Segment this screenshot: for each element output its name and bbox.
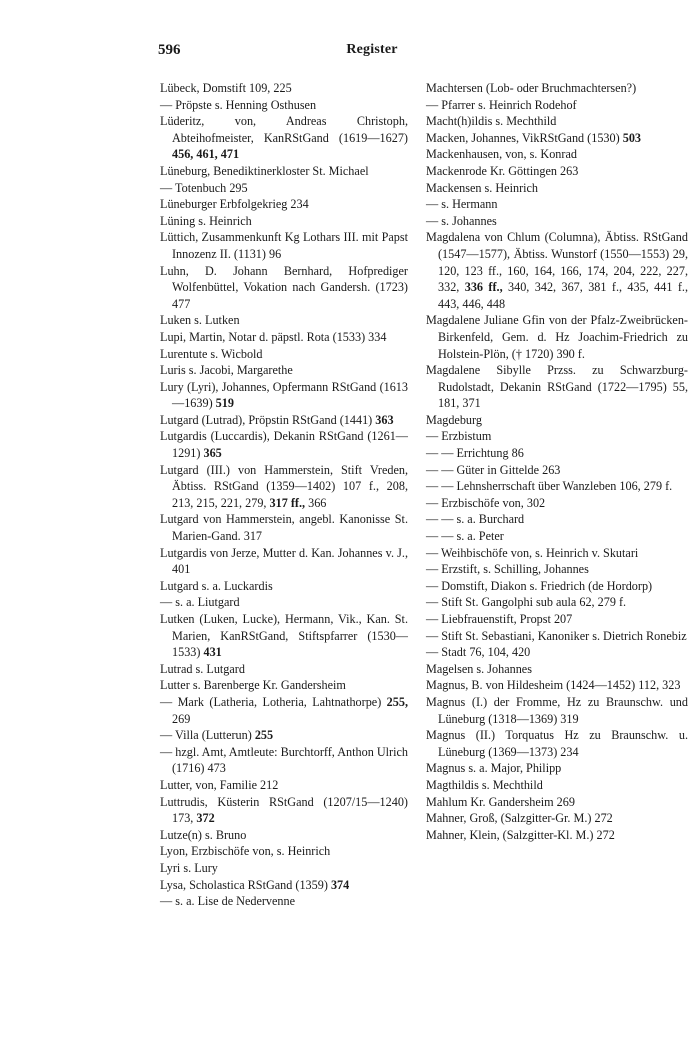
- index-entry-text: — Erzbischöfe von, 302: [426, 495, 546, 510]
- index-entry: [160, 677, 408, 694]
- index-entry-text: Lutgardis (Luccardis), Dekanin RStGand (1261—1291): [160, 429, 408, 461]
- index-entry-text: Lüneburger Erbfolgekrieg 234: [160, 197, 309, 212]
- index-entry: [426, 661, 688, 678]
- index-entry: [160, 213, 408, 230]
- index-entry: [160, 97, 408, 114]
- index-entry-text: — Pröpste s. Henning Osthusen: [160, 97, 317, 112]
- index-entry: [160, 777, 408, 794]
- index-entry: [426, 130, 688, 147]
- index-entry: [160, 744, 408, 777]
- index-entry-main-reference: 363: [375, 412, 394, 427]
- index-entry-text: Lupi, Martin, Notar d. päpstl. Rota (1533) 334: [160, 329, 387, 344]
- index-entry-text: — Mark (Latheria, Lotheria, Lahtnathorpe): [160, 694, 387, 709]
- index-entry-text: — Liebfrauenstift, Propst 207: [426, 612, 573, 626]
- index-entry: [426, 727, 688, 760]
- index-entry-text: — — Lehnsherrschaft über Wanzleben 106, 279 f.: [426, 479, 673, 494]
- index-entry-text: — — s. a. Burchard: [426, 512, 525, 527]
- index-entry-text: Lury (Lyri), Johannes, Opfermann RStGand (1613—1639): [160, 379, 408, 411]
- index-entry-text: Lutrad s. Lutgard: [160, 661, 245, 676]
- index-entry: [426, 677, 688, 694]
- index-entry-text: Lysa, Scholastica RStGand (1359): [160, 877, 331, 892]
- index-entry-text: — — Güter in Gittelde 263: [426, 462, 561, 477]
- index-entry-text: Lüning s. Heinrich: [160, 213, 252, 228]
- index-entry: [426, 511, 688, 528]
- index-entry-text: — s. a. Liutgard: [160, 595, 240, 610]
- index-entry-text: — Erzbistum: [426, 429, 492, 444]
- index-entry: [426, 428, 688, 445]
- index-entry-text: Machtersen (Lob- oder Bruchmachtersen?): [426, 81, 637, 95]
- index-entry: [426, 561, 688, 578]
- index-entry-text: — hzgl. Amt, Amtleute: Burchtorff, Anthon Ulrich (1716) 473: [160, 744, 408, 776]
- index-entry-main-reference: 503: [622, 130, 642, 145]
- index-entry-main-reference: 365: [203, 446, 222, 461]
- index-entry: [426, 97, 688, 114]
- index-entry-text: Magthildis s. Mechthild: [426, 777, 543, 792]
- index-entry-text: Lutgard (Lutrad), Pröpstin RStGand (1441): [160, 412, 376, 427]
- index-entry-text: — Weihbischöfe von, s. Heinrich v. Skutari: [426, 545, 639, 560]
- index-entry-text: Magdalene Sibylle Przss. zu Schwarzburg-Rudolstadt, Dekanin RStGand (1722—1795) 55, 181, 371: [426, 363, 688, 411]
- index-entry-main-reference: 336 ff.,: [464, 280, 503, 295]
- index-entry: [160, 594, 408, 611]
- index-entry: [160, 611, 408, 661]
- index-entry-text: Lurentute s. Wicbold: [160, 346, 263, 361]
- index-entry: [426, 229, 688, 312]
- index-entry: [160, 794, 408, 827]
- index-entry: [426, 478, 688, 495]
- index-entry-text: Mahner, Klein, (Salzgitter-Kl. M.) 272: [426, 827, 615, 842]
- index-entry-text: — Erzstift, s. Schilling, Johannes: [426, 562, 589, 577]
- index-entry-text: Mackenrode Kr. Göttingen 263: [426, 163, 579, 178]
- index-entry-text: Mackenhausen, von, s. Konrad: [426, 147, 577, 162]
- index-entry: [426, 196, 688, 213]
- index-entry: [160, 462, 408, 512]
- index-entry-text: Macken, Johannes, VikRStGand (1530): [426, 130, 623, 145]
- index-entry-main-reference: 317 ff.,: [269, 495, 306, 510]
- index-entry-text: — s. a. Lise de Nedervenne: [160, 894, 296, 909]
- index-entry: [426, 412, 688, 429]
- index-entry-text: Lutgardis von Jerze, Mutter d. Kan. Johannes v. J., 401: [160, 545, 408, 577]
- index-entry-text: Mackensen s. Heinrich: [426, 180, 539, 195]
- index-entry: [160, 379, 408, 412]
- index-entry-text-after: 366: [305, 495, 327, 510]
- index-entry: [160, 180, 408, 197]
- index-entry: [160, 661, 408, 678]
- index-entry: [426, 594, 688, 611]
- index-entry-text: Lutgard s. a. Luckardis: [160, 578, 273, 593]
- index-entry: [426, 611, 688, 628]
- index-entry-text: Lyon, Erzbischöfe von, s. Heinrich: [160, 844, 331, 859]
- index-entry: [426, 163, 688, 180]
- index-entry-text: — Totenbuch 295: [160, 180, 248, 195]
- index-entry-text: — s. Hermann: [426, 197, 498, 212]
- index-entry: [426, 462, 688, 479]
- index-entry: [426, 694, 688, 727]
- index-entry-text: — — Errichtung 86: [426, 446, 524, 461]
- index-entry-text: — Stift St. Gangolphi sub aula 62, 279 f.: [426, 595, 627, 610]
- page-header: [158, 42, 586, 64]
- index-entry-text: Lutken (Luken, Lucke), Hermann, Vik., Kan. St. Marien, KanRStGand, Stiftspfarrer (1530—1533): [160, 612, 408, 660]
- index-entry: [160, 694, 408, 727]
- index-entry: [426, 760, 688, 777]
- index-entry: [426, 545, 688, 562]
- index-entry-text: Luttrudis, Küsterin RStGand (1207/15—1240) 173,: [160, 794, 408, 826]
- index-entry: [160, 362, 408, 379]
- index-entry: [426, 445, 688, 462]
- index-entry-text: Mahlum Kr. Gandersheim 269: [426, 794, 575, 809]
- index-entry: [426, 180, 688, 197]
- index-entry: [160, 893, 408, 910]
- index-entry: [426, 578, 688, 595]
- index-entry: [426, 777, 688, 794]
- index-entry-text: — Pfarrer s. Heinrich Rodehof: [426, 97, 577, 112]
- index-entry: [160, 329, 408, 346]
- index-entry-text: Magdeburg: [426, 412, 482, 427]
- index-entry-text: Luhn, D. Johann Bernhard, Hofprediger Wolfenbüttel, Vokation nach Gandersh. (1723) 477: [160, 263, 408, 311]
- index-entry-text-after: 269: [172, 711, 191, 726]
- index-entry-main-reference: 431: [203, 645, 222, 660]
- index-entry-text: Lüneburg, Benediktinerkloster St. Michael: [160, 163, 369, 178]
- index-entry: [426, 644, 688, 661]
- index-entry: [160, 229, 408, 262]
- index-column-right: [426, 80, 688, 843]
- index-entry-text: Lutter, von, Familie 212: [160, 777, 279, 792]
- index-entry: [426, 213, 688, 230]
- index-entry-main-reference: 255: [254, 728, 274, 743]
- index-entry: [426, 827, 688, 844]
- index-entry: [160, 860, 408, 877]
- index-entry: [160, 412, 408, 429]
- index-column-left: [160, 80, 408, 910]
- index-entry: [426, 794, 688, 811]
- index-entry: [426, 113, 688, 130]
- index-entry: [426, 362, 688, 412]
- index-entry: [160, 545, 408, 578]
- running-head: Register: [346, 42, 398, 57]
- index-entry-text: Lutgard (III.) von Hammerstein, Stift Vreden, Äbtiss. RStGand (1359—1402) 107 f., 208, 213, 215, 221, 279,: [160, 462, 408, 510]
- index-entry: [160, 263, 408, 313]
- index-entry: [160, 827, 408, 844]
- index-entry-main-reference: 519: [215, 396, 234, 411]
- index-entry-main-reference: 372: [196, 811, 215, 826]
- index-entry: [160, 163, 408, 180]
- index-entry-main-reference: 456, 461, 471: [172, 147, 240, 162]
- index-entry: [160, 113, 408, 163]
- index-entry-text: Lüderitz, von, Andreas Christoph, Abteihofmeister, KanRStGand (1619—1627): [160, 114, 408, 145]
- index-entry-text: Lübeck, Domstift 109, 225: [160, 81, 292, 95]
- index-entry-text: Lutgard von Hammerstein, angebl. Kanonisse St. Marien-Gand. 317: [160, 512, 408, 544]
- index-entry: [160, 578, 408, 595]
- index-entry-text: Luken s. Lutken: [160, 313, 240, 328]
- index-entry: [160, 346, 408, 363]
- index-entry: [160, 196, 408, 213]
- index-entry-text: Mahner, Groß, (Salzgitter-Gr. M.) 272: [426, 811, 613, 826]
- index-entry-main-reference: 255,: [386, 694, 408, 709]
- index-entry-text-after: 340, 342, 367, 381 f., 435, 441 f., 443, 446, 448: [438, 280, 688, 311]
- index-entry-text: Magnus (II.) Torquatus Hz zu Braunschw. u. Lüneburg (1369—1373) 234: [426, 728, 688, 759]
- index-entry: [160, 80, 408, 97]
- index-entry-text: — Villa (Lutterun): [160, 728, 255, 743]
- index-entry: [426, 312, 688, 362]
- index-entry: [160, 877, 408, 894]
- index-entry: [426, 495, 688, 512]
- index-entry-text: — Stift St. Sebastiani, Kanoniker s. Dietrich Ronebiz: [426, 628, 687, 643]
- index-entry-main-reference: 374: [330, 877, 350, 892]
- index-entry-text: — Domstift, Diakon s. Friedrich (de Hordorp): [426, 578, 653, 593]
- index-entry-text: Macht(h)ildis s. Mechthild: [426, 114, 557, 129]
- index-entry-text: Magelsen s. Johannes: [426, 661, 532, 676]
- index-entry: [426, 528, 688, 545]
- index-entry-text: Magnus (I.) der Fromme, Hz zu Braunschw. und Lüneburg (1318—1369) 319: [426, 694, 688, 726]
- page-number: 596: [158, 42, 181, 58]
- index-entry-text: Magdalena von Chlum (Columna), Äbtiss. RStGand (1547—1577), Äbtiss. Wunstorf (1550—1553) 29, 120, 123 ff., 160, 164, 166, 174, 204, 222, 227, 332,: [426, 230, 688, 295]
- index-entry-text: Magnus s. a. Major, Philipp: [426, 761, 562, 776]
- index-entry-text: — — s. a. Peter: [426, 529, 504, 544]
- index-entry: [160, 727, 408, 744]
- index-entry-text: Magnus, B. von Hildesheim (1424—1452) 112, 323: [426, 678, 681, 693]
- index-entry: [160, 312, 408, 329]
- index-entry-text: Lyri s. Lury: [160, 860, 218, 875]
- index-entry-text: Magdalene Juliane Gfin von der Pfalz-Zweibrücken-Birkenfeld, Gem. d. Hz Joachim-Friedrich zu Holstein-Plön, († 1720) 390 f.: [426, 313, 688, 361]
- index-entry-text: Luris s. Jacobi, Margarethe: [160, 363, 293, 378]
- index-entry: [426, 628, 688, 645]
- index-entry: [160, 511, 408, 544]
- index-entry-text: Lutze(n) s. Bruno: [160, 827, 247, 842]
- index-entry: [426, 80, 688, 97]
- index-entry-text: Lutter s. Barenberge Kr. Gandersheim: [160, 678, 346, 693]
- index-entry-text: — Stadt 76, 104, 420: [426, 645, 531, 660]
- index-entry-text: Lüttich, Zusammenkunft Kg Lothars III. mit Papst Innozenz II. (1131) 96: [160, 230, 408, 261]
- index-entry: [426, 810, 688, 827]
- index-entry: [160, 843, 408, 860]
- index-entry-text: — s. Johannes: [426, 213, 497, 228]
- index-entry: [160, 428, 408, 461]
- index-entry: [426, 146, 688, 163]
